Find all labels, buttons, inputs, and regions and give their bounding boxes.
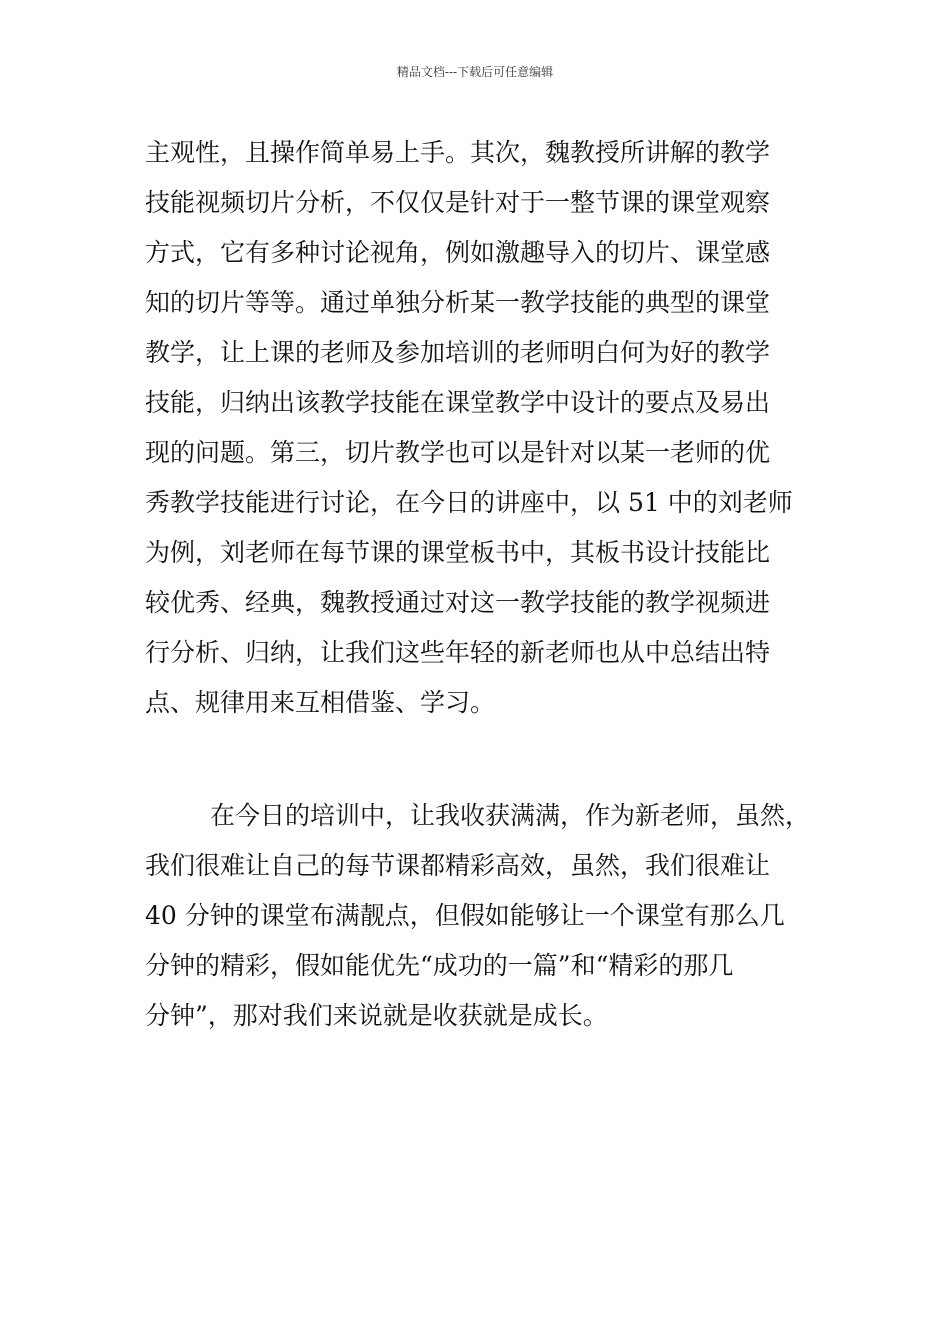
paragraph-line: 我们很难让自己的每节课都精彩高效，虽然，我们很难让 — [145, 851, 771, 880]
paragraph-line: 教学，让上课的老师及参加培训的老师明白何为好的教学 — [145, 338, 771, 367]
paragraph-line: 分钟的精彩，假如能优先“成功的一篇”和“精彩的那几 — [145, 951, 734, 980]
document-body — [145, 128, 845, 1041]
paragraph-line: 分钟”，那对我们来说就是收获就是成长。 — [145, 1001, 608, 1030]
paragraph-line: 秀教学技能进行讨论，在今日的讲座中，以 51 中的刘老师 — [145, 488, 793, 517]
paragraph-2 — [145, 791, 845, 1041]
paragraph-line: 为例，刘老师在每节课的课堂板书中，其板书设计技能比 — [145, 538, 771, 567]
paragraph-1 — [145, 128, 845, 728]
paragraph-line: 现的问题。第三，切片教学也可以是针对以某一老师的优 — [145, 438, 771, 467]
paragraph-line: 40 分钟的课堂布满靓点，但假如能够让一个课堂有那么几 — [145, 901, 785, 930]
paragraph-line: 方式，它有多种讨论视角，例如激趣导入的切片、课堂感 — [145, 238, 771, 267]
paragraph-line: 技能视频切片分析，不仅仅是针对于一整节课的课堂观察 — [145, 188, 771, 217]
paragraph-line: 点、规律用来互相借鉴、学习。 — [145, 688, 496, 717]
paragraph-line: 主观性，且操作简单易上手。其次，魏教授所讲解的教学 — [145, 138, 771, 167]
paragraph-spacer — [145, 728, 845, 791]
page-header: 精品文档---下载后可任意编辑 — [396, 65, 554, 79]
paragraph-line: 知的切片等等。通过单独分析某一教学技能的典型的课堂 — [145, 288, 771, 317]
paragraph-line: 行分析、归纳，让我们这些年轻的新老师也从中总结出特 — [145, 638, 771, 667]
paragraph-line: 技能，归纳出该教学技能在课堂教学中设计的要点及易出 — [145, 388, 771, 417]
paragraph-line: 在今日的培训中，让我收获满满，作为新老师，虽然， — [210, 801, 811, 830]
paragraph-line: 较优秀、经典，魏教授通过对这一教学技能的教学视频进 — [145, 588, 771, 617]
